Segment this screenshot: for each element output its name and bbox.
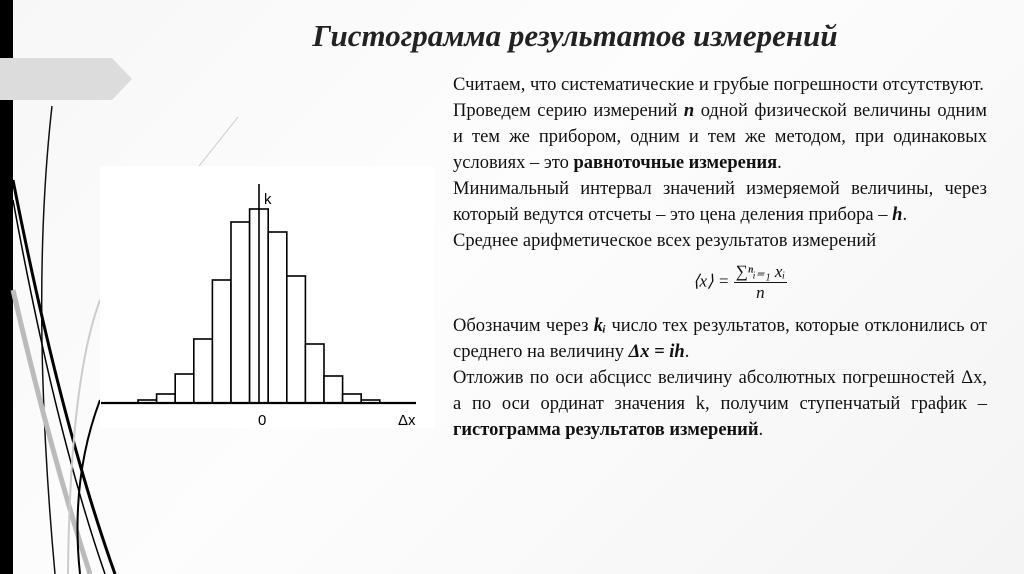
- text: Обозначим через: [453, 316, 594, 336]
- histogram-bar: [305, 344, 324, 403]
- paragraph-3: [453, 176, 987, 228]
- histogram-figure: [100, 166, 434, 428]
- var-k: kᵢ: [593, 316, 607, 336]
- text: число тех результатов, которые отклонились от среднего на величину: [453, 316, 987, 362]
- text: .: [902, 205, 908, 225]
- histogram-bar: [343, 394, 362, 403]
- term-histogram: гистограмма результатов измерений: [453, 420, 759, 440]
- histogram-chart: [100, 166, 434, 428]
- formula-lhs: ⟨x⟩ =: [692, 271, 730, 291]
- delta-expression: Δx = ih: [628, 342, 685, 362]
- x-axis-label: Δx: [398, 412, 416, 428]
- formula-numerator: ∑ⁿᵢ₌₁ xᵢ: [735, 262, 786, 281]
- histogram-bar: [157, 394, 176, 403]
- text: Отложив по оси абсцисс величину абсолютных погрешностей Δx, а по оси ординат значения k, получим ступенчатый график –: [453, 368, 987, 414]
- paragraph-5: [453, 313, 987, 365]
- text: .: [758, 420, 764, 440]
- histogram-bar: [194, 339, 213, 403]
- var-h: h: [892, 205, 903, 225]
- histogram-bar: [212, 280, 231, 403]
- histogram-bar: [324, 376, 343, 403]
- mean-formula: [493, 262, 987, 303]
- paragraph-6: [453, 365, 987, 443]
- text: Минимальный интервал значений измеряемой величины, через который ведутся отсчеты – это цена деления прибора –: [453, 179, 987, 225]
- slide-body: [453, 72, 987, 443]
- paragraph-4: Среднее арифметическое всех результатов измерений: [453, 231, 877, 251]
- formula-denominator: n: [756, 283, 765, 302]
- y-axis-label: k: [264, 191, 272, 208]
- text: .: [684, 342, 690, 362]
- text: .: [777, 153, 782, 173]
- text: Проведем серию измерений: [453, 101, 684, 121]
- histogram-bar: [175, 374, 194, 403]
- term-equal-precision: равноточные измерения: [573, 153, 778, 173]
- paragraph-1: Считаем, что систематические и грубые погрешности отсутствуют.: [453, 75, 984, 95]
- histogram-bar: [287, 276, 306, 403]
- histogram-bar: [268, 232, 287, 403]
- paragraph-2: [453, 98, 987, 176]
- var-n: n: [683, 101, 695, 121]
- x-tick-label: 0: [258, 412, 267, 428]
- histogram-bar: [231, 222, 250, 403]
- text: одной физической величины одним и тем же прибором, одним и тем же методом, при одинаковых условиях – это: [453, 101, 987, 173]
- slide-title: Гистограмма результатов измерений: [312, 18, 838, 53]
